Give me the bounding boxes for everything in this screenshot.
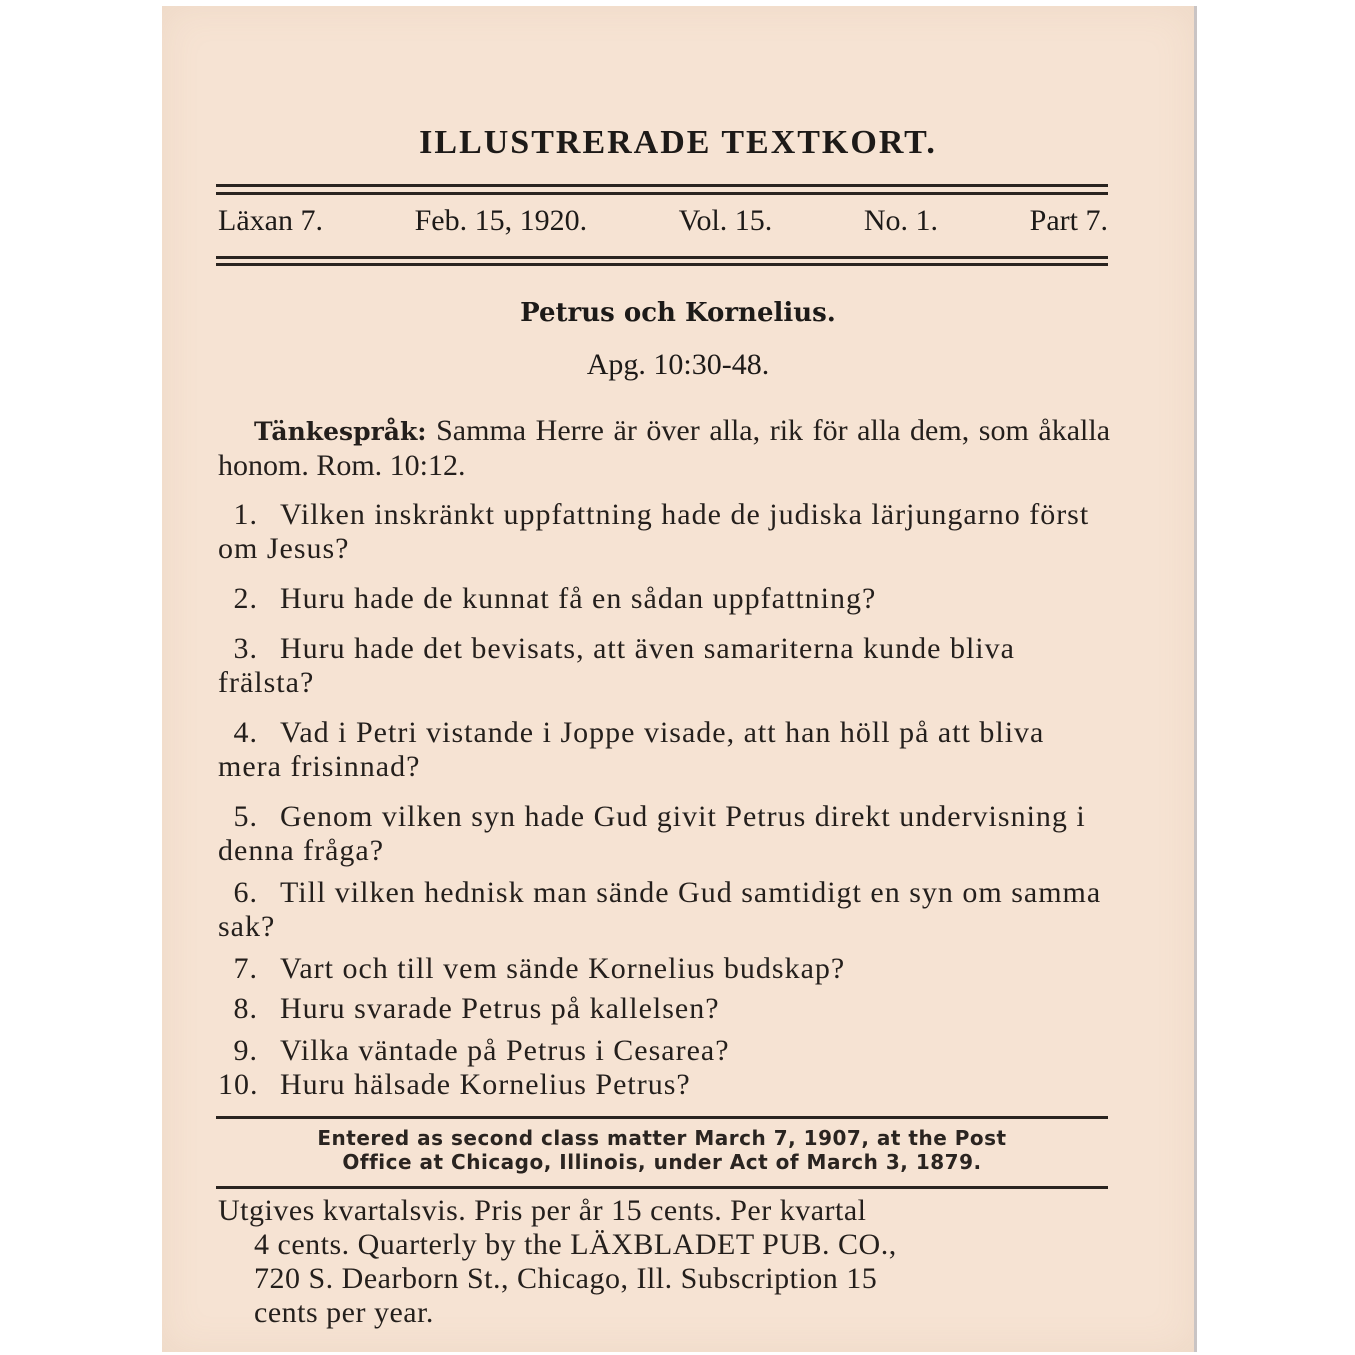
publication-footer: Utgives kvartalsvis. Pris per år 15 cents. Per kvartal 4 cents. Quarterly by the LÄXBLADET PUB. CO., 720 S. Dearborn St., Chicago, Ill. Subscription 15 cents per year.: [218, 1194, 897, 1329]
lesson-title: Petrus och Kornelius.: [520, 298, 836, 328]
textcard: [162, 6, 1197, 1352]
notice-rule-top: [216, 1116, 1108, 1119]
top-rule-lower: [216, 192, 1108, 195]
question-item: 9. Vilka väntade på Petrus i Cesarea?: [233, 1034, 730, 1067]
info-rule-upper: [216, 256, 1108, 259]
memory-verse: [218, 414, 1110, 483]
issue-info-row: [218, 204, 1108, 238]
question-item: 6. Till vilken hednisk man sände Gud samtidigt en syn om samma sak?: [218, 876, 1102, 943]
question-item: 4. Vad i Petri vistande i Joppe visade, att han höll på att bliva mera frisinnad?: [218, 716, 1045, 783]
question-item: 5. Genom vilken syn hade Gud givit Petrus direkt undervisning i denna fråga?: [218, 800, 1086, 867]
postal-notice: Entered as second class matter March 7, 1907, at the Post Office at Chicago, Illinois, under Act of March 3, 1879.: [317, 1126, 1007, 1174]
memory-verse-text: Samma Herre är över alla, rik för alla dem, som åkalla honom. Rom. 10:12.: [218, 414, 1111, 482]
issue-date: Feb. 15, 1920.: [414, 204, 588, 237]
volume: Vol. 15.: [678, 204, 773, 237]
part: Part 7.: [1029, 204, 1108, 237]
notice-rule-bottom: [216, 1186, 1108, 1189]
card-title: ILLUSTRERADE TEXTKORT.: [419, 124, 937, 161]
question-item: 1. Vilken inskränkt uppfattning hade de judiska lärjungarno först om Jesus?: [218, 498, 1090, 565]
question-item: 2. Huru hade de kunnat få en sådan uppfattning?: [233, 582, 877, 615]
question-item: 7. Vart och till vem sände Kornelius budskap?: [233, 952, 846, 985]
question-item: 3. Huru hade det bevisats, att även samariterna kunde bliva frälsta?: [218, 632, 1015, 699]
question-item: 8. Huru svarade Petrus på kallelsen?: [233, 992, 720, 1025]
memory-verse-label: Tänkespråk:: [254, 417, 427, 446]
scripture-reference: Apg. 10:30-48.: [586, 348, 770, 381]
top-rule-upper: [216, 184, 1108, 187]
question-item: 10. Huru hälsade Kornelius Petrus?: [218, 1068, 691, 1101]
lesson-number: Läxan 7.: [218, 204, 323, 237]
info-rule-lower: [216, 263, 1108, 266]
issue-number: No. 1.: [863, 204, 939, 237]
